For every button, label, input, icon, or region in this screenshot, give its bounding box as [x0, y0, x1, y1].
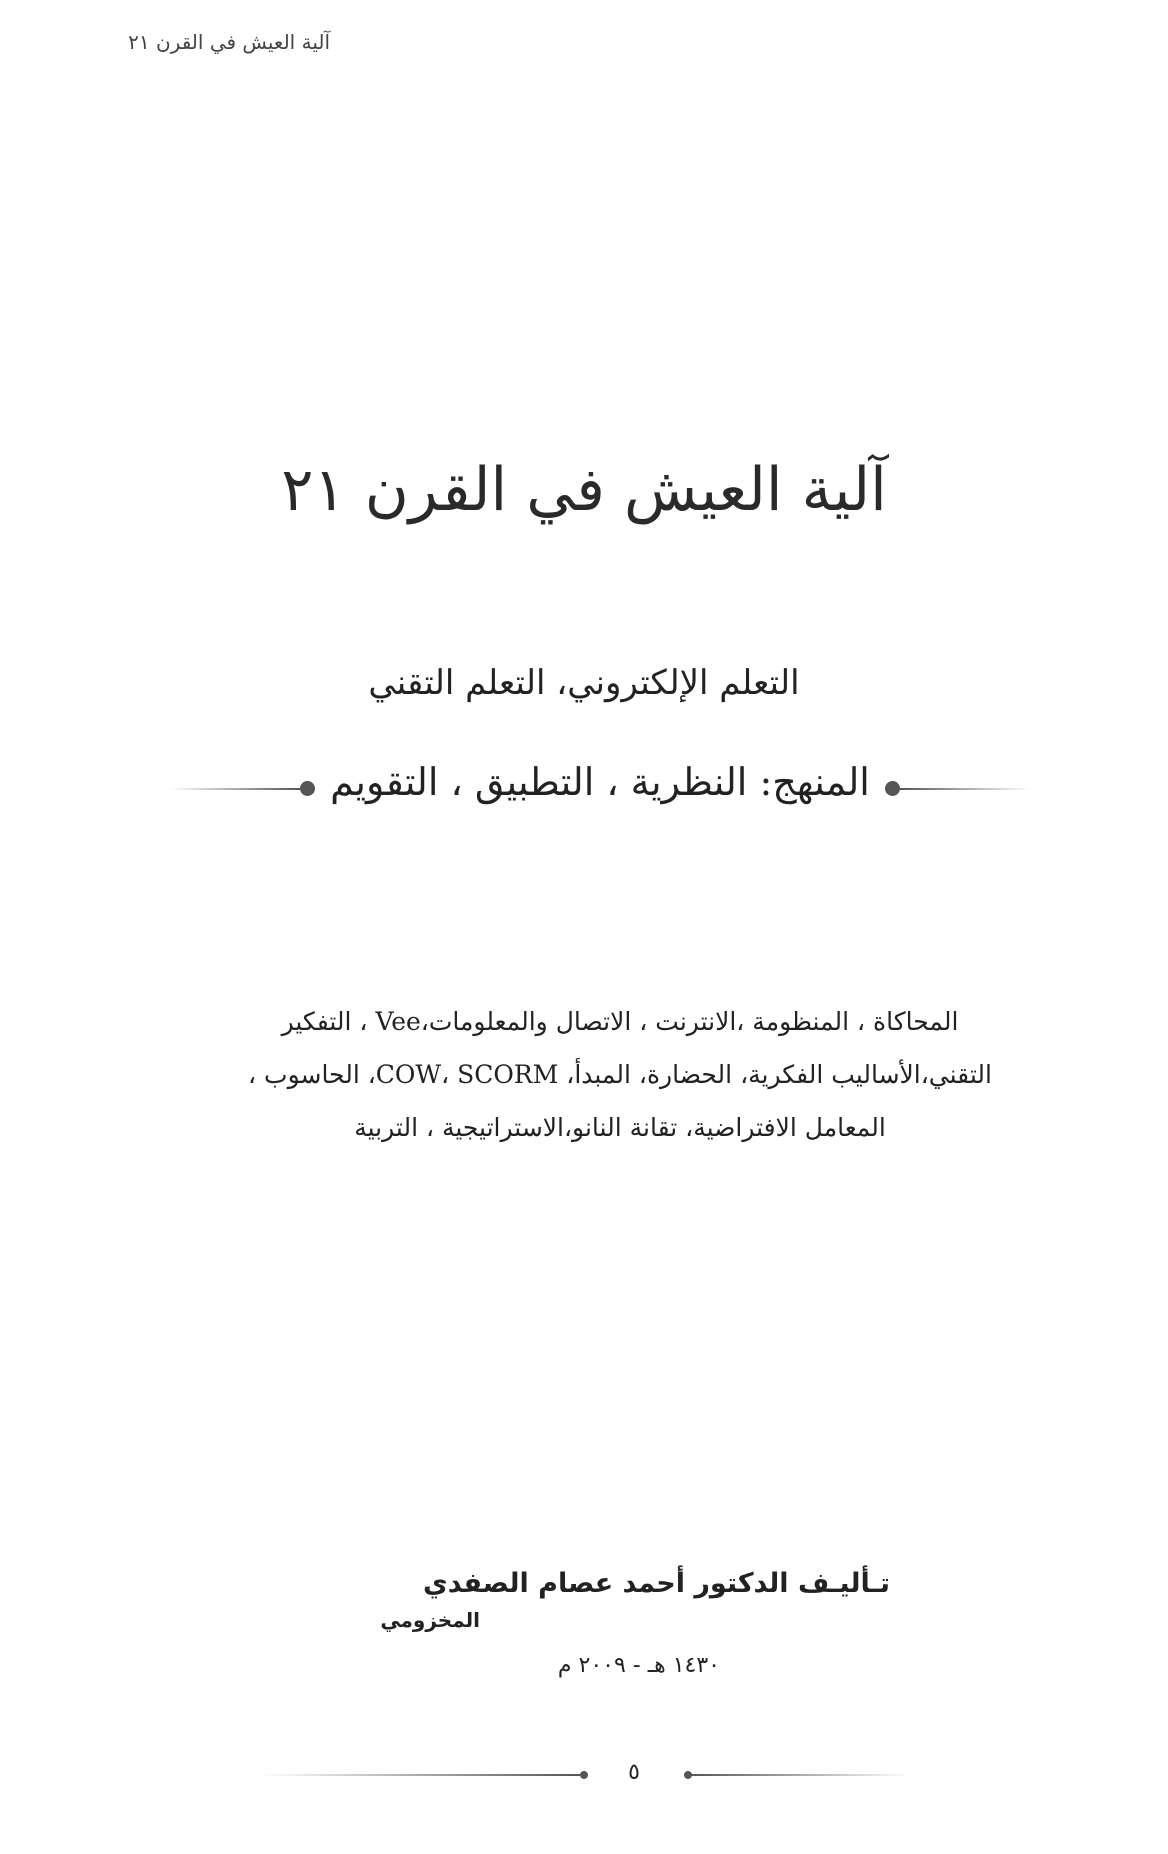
footer-right-rule — [690, 1774, 910, 1776]
author-line: تـأليـف الدكتور أحمد عصام الصفدي — [423, 1568, 890, 1599]
page-footer — [0, 1760, 1168, 1790]
author-family-name: المخزومي — [380, 1608, 480, 1632]
footer-left-rule — [260, 1774, 580, 1776]
keywords-line: المعامل الافتراضية، تقانة النانو،الاستراتيجية ، التربية — [354, 1113, 886, 1142]
page-number: ٥ — [628, 1760, 640, 1785]
keywords-line: التقني،الأساليب الفكرية، الحضارة، المبدأ، COW، SCORM، الحاسوب ، — [248, 1060, 992, 1089]
method-row — [160, 760, 1040, 810]
book-title: آلية العيش في القرن ٢١ — [281, 455, 887, 525]
right-decorative-rule — [900, 788, 1030, 790]
running-header: آلية العيش في القرن ٢١ — [128, 30, 330, 54]
right-bullet-icon — [885, 781, 900, 796]
keywords-block — [225, 995, 1015, 1154]
publication-date: ١٤٣٠ هـ - ٢٠٠٩ م — [557, 1653, 720, 1678]
method-line: المنهج: النظرية ، التطبيق ، التقويم — [330, 760, 870, 804]
footer-left-dot-icon — [580, 1771, 588, 1779]
keywords-line: المحاكاة ، المنظومة ،الانترنت ، الاتصال والمعلومات،Vee ، التفكير — [281, 1007, 959, 1036]
book-subtitle: التعلم الإلكتروني، التعلم التقني — [368, 663, 800, 703]
